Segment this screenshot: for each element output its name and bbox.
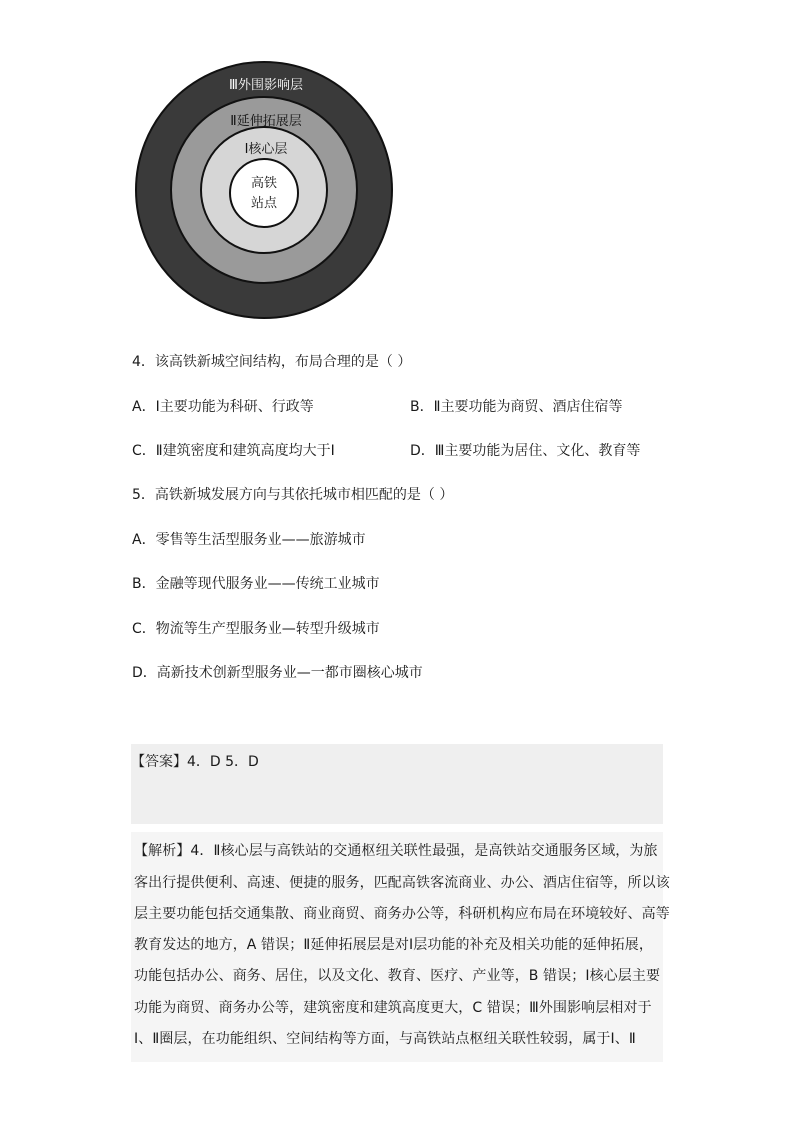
concentric-layer-diagram: [135, 50, 395, 325]
question-5-stem: 5．高铁新城发展方向与其依托城市相匹配的是（ ）: [132, 487, 454, 503]
q5-option-a: A．零售等生活型服务业——旅游城市: [132, 532, 366, 548]
analysis-line: 【解析】4．Ⅱ核心层与高铁站的交通枢纽关联性最强，是高铁站交通服务区域，为旅: [134, 843, 658, 859]
q4-option-d: D．Ⅲ主要功能为居住、文化、教育等: [410, 443, 641, 459]
center-label-line1: 高铁: [250, 176, 278, 191]
q4-option-c: C．Ⅱ建筑密度和建筑高度均大于Ⅰ: [132, 443, 335, 459]
q4-option-b: B．Ⅱ主要功能为商贸、酒店住宿等: [410, 399, 623, 415]
q4-option-a: A．Ⅰ主要功能为科研、行政等: [132, 399, 314, 415]
q5-option-b: B．金融等现代服务业——传统工业城市: [132, 576, 380, 592]
analysis-line: 功能为商贸、商务办公等，建筑密度和建筑高度更大，C 错误；Ⅲ外围影响层相对于: [134, 1000, 652, 1016]
analysis-line: 功能包括办公、商务、居住，以及文化、教育、医疗、产业等，B 错误；Ⅰ核心层主要: [134, 968, 661, 984]
layer1-label: Ⅰ核心层: [244, 142, 288, 157]
center-station: [230, 159, 298, 227]
ring-diagram-svg: [135, 50, 395, 325]
center-label-line2: 站点: [250, 196, 278, 211]
analysis-line: 教育发达的地方，A 错误；Ⅱ延伸拓展层是对Ⅰ层功能的补充及相关功能的延伸拓展，: [134, 937, 653, 953]
q5-option-c: C．物流等生产型服务业—转型升级城市: [132, 621, 380, 637]
analysis-line: 客出行提供便利、高速、便捷的服务，匹配高铁客流商业、办公、酒店住宿等，所以该: [134, 875, 670, 891]
question-4-stem: 4．该高铁新城空间结构，布局合理的是（ ）: [132, 354, 412, 370]
analysis-line: Ⅰ、Ⅱ圈层，在功能组织、空间结构等方面，与高铁站点枢纽关联性较弱，属于Ⅰ、Ⅱ: [134, 1031, 636, 1047]
layer2-label: Ⅱ延伸拓展层: [230, 114, 302, 129]
answer-text: 【答案】4．D 5．D: [131, 754, 259, 770]
q5-option-d: D．高新技术创新型服务业—一都市圈核心城市: [132, 665, 423, 681]
layer3-label: Ⅲ外围影响层: [229, 78, 303, 93]
analysis-line: 层主要功能包括交通集散、商业商贸、商务办公等，科研机构应布局在环境较好、高等: [134, 906, 670, 922]
